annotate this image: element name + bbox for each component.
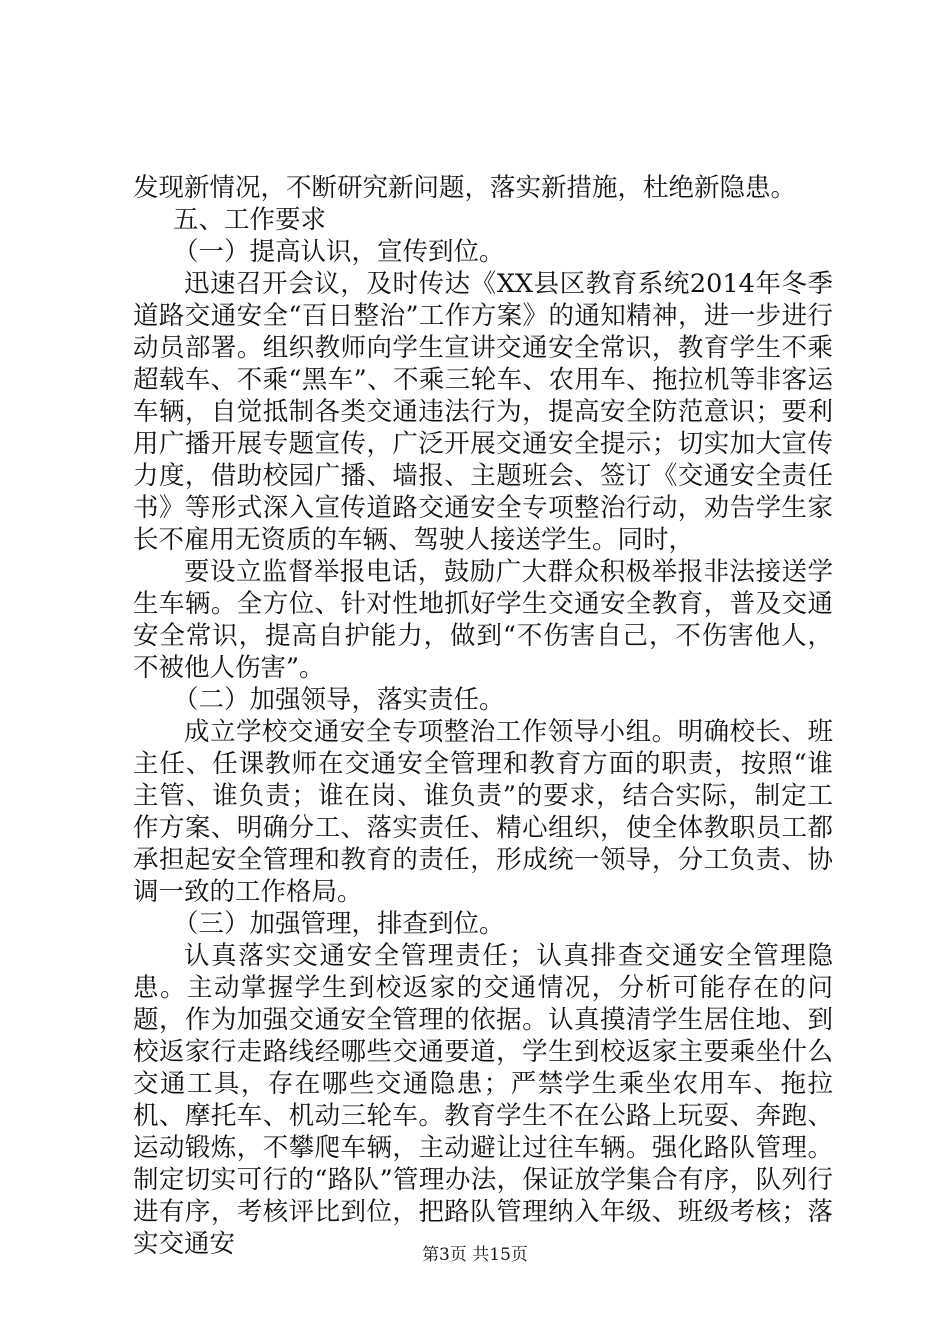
paragraph-management: 认真落实交通安全管理责任；认真排查交通安全管理隐患。主动掌握学生到校返家的交通情况，分析可能存在的问题，作为加强交通安全管理的依据。认真摸清学生居住地、到校返家行走路线经哪些交通要道，学生到校返家主要乘坐什么交通工具，存在哪些交通隐患；严禁学生乘坐农用车、拖拉机、摩托车、机动三轮车。教育学生不在公路上玩耍、奔跑、运动锻炼，不攀爬车辆，主动避让过往车辆。强化路队管理。制定切实可行的“路队”管理办法，保证放学集合有序，队列行进有序，考核评比到位，把路队管理纳入年级、班级考核；落实交通安 (133, 941, 833, 1259)
subsection-heading-3: （三）加强管理，排查到位。 (173, 909, 505, 939)
paragraph-publicity: 迅速召开会议，及时传达《XX县区教育系统2014年冬季道路交通安全“百日整治”工作方案》的通知精神，进一步进行动员部署。组织教师向学生宣讲交通安全常识，教育学生不乘超载车、不乘“黑车”、不乘三轮车、农用车、拖拉机等非客运车辆，自觉抵制各类交通违法行为，提高安全防范意识；要利用广播开展专题宣传，广泛开展交通安全提示；切实加大宣传力度，借助校园广播、墙报、主题班会、签订《交通安全责任书》等形式深入宣传道路交通安全专项整治行动，劝告学生家长不雇用无资质的车辆、驾驶人接送学生。同时， (133, 269, 833, 555)
subsection-heading-1: （一）提高认识，宣传到位。 (173, 237, 505, 267)
paragraph-leadership: 成立学校交通安全专项整治工作领导小组。明确校长、班主任、任课教师在交通安全管理和教育方面的职责，按照“谁主管、谁负责；谁在岗、谁负责”的要求，结合实际，制定工作方案、明确分工、落实责任、精心组织，使全体教职员工都承担起安全管理和教育的责任，形成统一领导，分工负责、协调一致的工作格局。 (133, 717, 833, 907)
paragraph-hotline: 要设立监督举报电话，鼓励广大群众积极举报非法接送学生车辆。全方位、针对性地抓好学生交通安全教育，普及交通安全常识，提高自护能力，做到“不伤害自己，不伤害他人，不被他人伤害”。 (133, 557, 833, 683)
paragraph-continuation: 发现新情况，不断研究新问题，落实新措施，杜绝新隐患。 (133, 173, 797, 203)
page-number-footer: 第3页 共15页 (422, 1245, 528, 1265)
subsection-heading-2: （二）加强领导，落实责任。 (173, 685, 505, 715)
section-heading: 五、工作要求 (173, 205, 327, 235)
document-body (133, 172, 833, 1260)
